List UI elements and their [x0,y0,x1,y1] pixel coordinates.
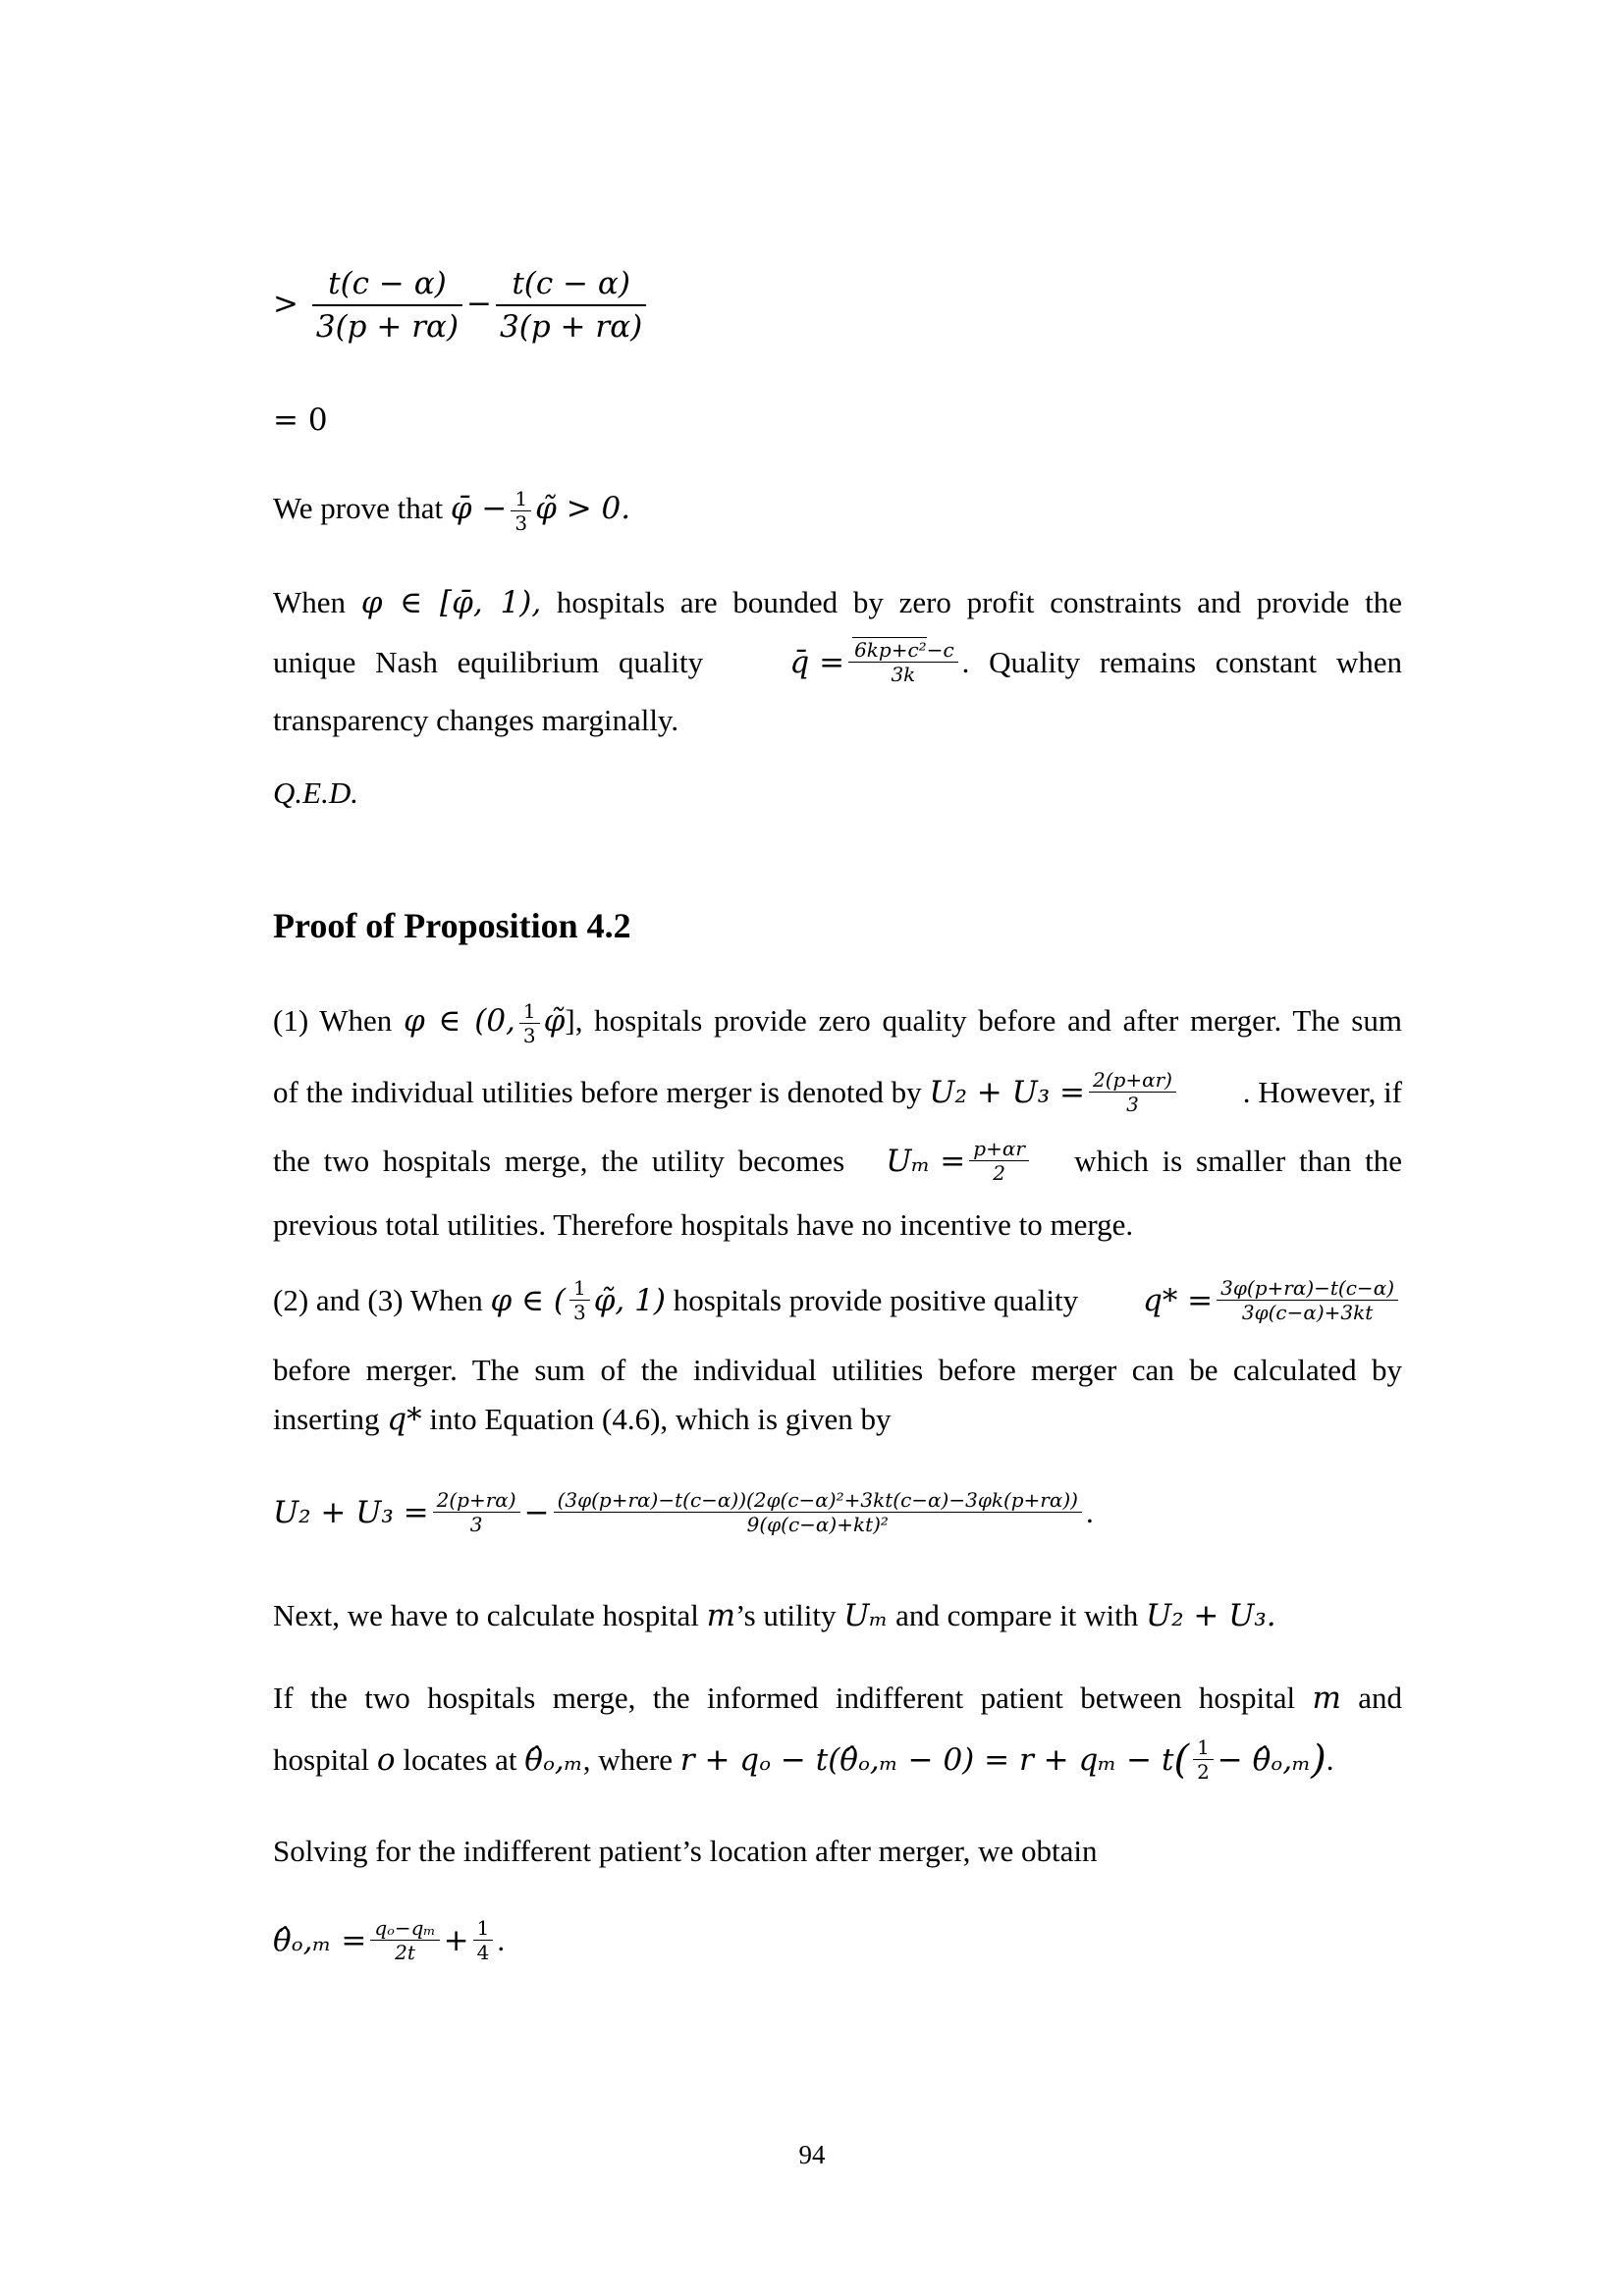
section-heading: Proof of Proposition 4.2 [273,906,631,945]
math-inline: o [376,1741,396,1778]
part1-line4: previous total utilities. Therefore hospitals have no incentive to merge. [273,1207,1134,1242]
part1-line2 [273,1068,1402,1116]
text: the two hospitals merge, the utility becomes [273,1143,845,1178]
paren-close: ) [1311,1736,1326,1783]
frac-den: 4 [476,1941,490,1964]
fraction-1 [433,1488,520,1536]
text: When [273,585,347,619]
frac-den: 2 [993,1161,1005,1185]
text: and compare it with [895,1598,1139,1632]
fraction-third [519,999,540,1047]
text: . However, if [1242,1074,1402,1109]
math-inline: q* = [1142,1282,1214,1318]
text: hospitals are bounded by zero profit constraints and provide the [556,585,1403,619]
frac-den: 2t [395,1941,415,1964]
frac-num: 2(p+αr) [1089,1068,1176,1093]
frac-den: 3k [891,663,916,686]
frac-num: p+αr [969,1137,1029,1161]
fraction-quarter [473,1916,494,1964]
eq-end: . [1085,1494,1094,1529]
frac-num: t(c − α) [496,263,646,306]
text: locates at [403,1741,517,1777]
math-inline: Uₘ = [886,1143,966,1179]
math-inline: m [1312,1681,1341,1716]
eq-op: > [273,286,298,322]
paren-open: ( [1173,1736,1190,1783]
text: (2) and (3) When [273,1282,483,1317]
frac-num: 1 [569,1276,590,1301]
text: . Quality remains constant when [961,644,1402,679]
part1-line1 [273,999,1402,1047]
frac-num-rest: −c [926,638,954,662]
text: , where [582,1741,674,1777]
fraction-1 [312,263,462,347]
paragraph-prove [273,487,1402,535]
math-inline: Uₘ [843,1598,889,1633]
part1-line3 [273,1137,1402,1185]
math-inline: φ̃, 1) [593,1282,666,1318]
math-inline: θ̂ₒ,ₘ [524,1741,583,1778]
math-inline: φ ∈ (0, [404,1003,515,1039]
part2-line1 [273,1276,1402,1324]
equation-greater-than [273,263,1402,347]
math-inline: φ̄ − [450,491,508,526]
paragraph-merge-line2 [273,1735,1402,1784]
frac-den: 3(p + rα) [315,309,460,345]
frac-num: 1 [473,1916,494,1941]
math-inline: φ̃ > 0. [535,491,631,526]
equation-utility-sum [273,1488,1402,1536]
paragraph-solving: Solving for the indifferent patient’s location after merger, we obtain [273,1834,1098,1868]
equation-theta [273,1916,1402,1964]
qed: Q.E.D. [273,775,358,810]
text: (1) When [273,1003,393,1038]
text: ’s utility [735,1598,837,1632]
frac-num: (3φ(p+rα)−t(c−α))(2φ(c−α)²+3kt(c−α)−3φk(p+rα)) [554,1488,1082,1513]
part2-line3 [273,1398,1402,1441]
fraction-half [1193,1735,1214,1784]
text: ], hospitals provide zero quality before and after merger. The sum [565,1003,1402,1038]
frac-den: 3 [514,511,528,536]
text: hospitals provide positive quality [673,1282,1079,1317]
eq-minus: − [523,1494,550,1530]
equation-equals-zero: = 0 [273,402,328,438]
frac-num: 1 [1193,1735,1214,1760]
page-number: 94 [798,2140,826,2169]
text: We prove that [273,491,444,525]
frac-num: 2(p+rα) [433,1488,520,1513]
fraction-sum-before [1089,1068,1176,1116]
math-inline: φ ∈ ( [490,1282,566,1318]
fraction-2 [496,263,646,347]
frac-num: 3φ(p+rα)−t(c−α) [1217,1276,1398,1301]
paragraph-zero-profit-line3: transparency changes marginally. [273,703,679,737]
part2-line2: before merger. The sum of the individual utilities before merger can be calculated by [273,1353,1402,1387]
text: of the individual utilities before merger is denoted by [273,1074,922,1109]
paragraph-zero-profit-line2 [273,638,1402,686]
frac-den: 2 [1197,1760,1210,1784]
math-inline: m [706,1598,735,1633]
math-inline: φ̃ [543,1003,566,1039]
text: . [1326,1741,1334,1777]
frac-den: 3 [572,1301,586,1324]
math-inline: q* [387,1402,422,1437]
fraction-third [511,487,531,535]
text: inserting [273,1402,380,1436]
frac-num: 1 [511,487,531,511]
frac-num: 1 [519,999,540,1024]
frac-den: 9(φ(c−α)+kt)² [746,1513,889,1536]
frac-den: 3 [1126,1093,1139,1116]
text: unique Nash equilibrium quality [273,644,704,679]
text: If the two hospitals merge, the informed indifferent patient between hospital [273,1681,1296,1715]
math-inline: U₂ + U₃ = [929,1074,1085,1110]
fraction-1 [370,1916,439,1964]
frac-den: 3φ(c−α)+3kt [1241,1301,1374,1324]
text: Next, we have to calculate hospital [273,1598,699,1632]
math-inline: φ ∈ [φ̄, 1), [360,585,542,620]
paragraph-merge-line1 [273,1677,1402,1720]
math-inline: U₂ + U₃. [1145,1598,1276,1633]
math-inline: r + qₒ − t(θ̂ₒ,ₘ − 0) = r + qₘ − t [679,1741,1174,1778]
math-inline: q̄ = [789,644,845,680]
fraction-qbar [848,638,958,686]
eq-plus: + [443,1922,469,1958]
fraction-2 [554,1488,1082,1536]
paragraph-next [273,1594,1402,1637]
frac-den: 3(p + rα) [500,309,643,345]
math-inline: − θ̂ₒ,ₘ [1217,1741,1312,1778]
frac-den: 3 [469,1513,483,1536]
eq-end: . [497,1922,506,1957]
fraction-um [969,1137,1029,1185]
math-inline: U₂ + U₃ = [273,1494,429,1530]
paragraph-zero-profit-line1 [273,581,1402,624]
fraction-qstar [1217,1276,1398,1324]
text: which is smaller than the [1074,1143,1402,1178]
text: and [1358,1681,1403,1715]
fraction-third [569,1276,590,1324]
sqrt-term: 6kp+c² [854,638,927,662]
text: hospital [273,1741,370,1777]
math-inline: θ̂ₒ,ₘ = [273,1922,367,1958]
text: into Equation (4.6), which is given by [429,1402,892,1436]
frac-den: 3 [522,1024,536,1048]
frac-num: qₒ−qₘ [370,1916,439,1941]
frac-num: t(c − α) [312,263,462,306]
eq-minus: − [466,286,493,322]
